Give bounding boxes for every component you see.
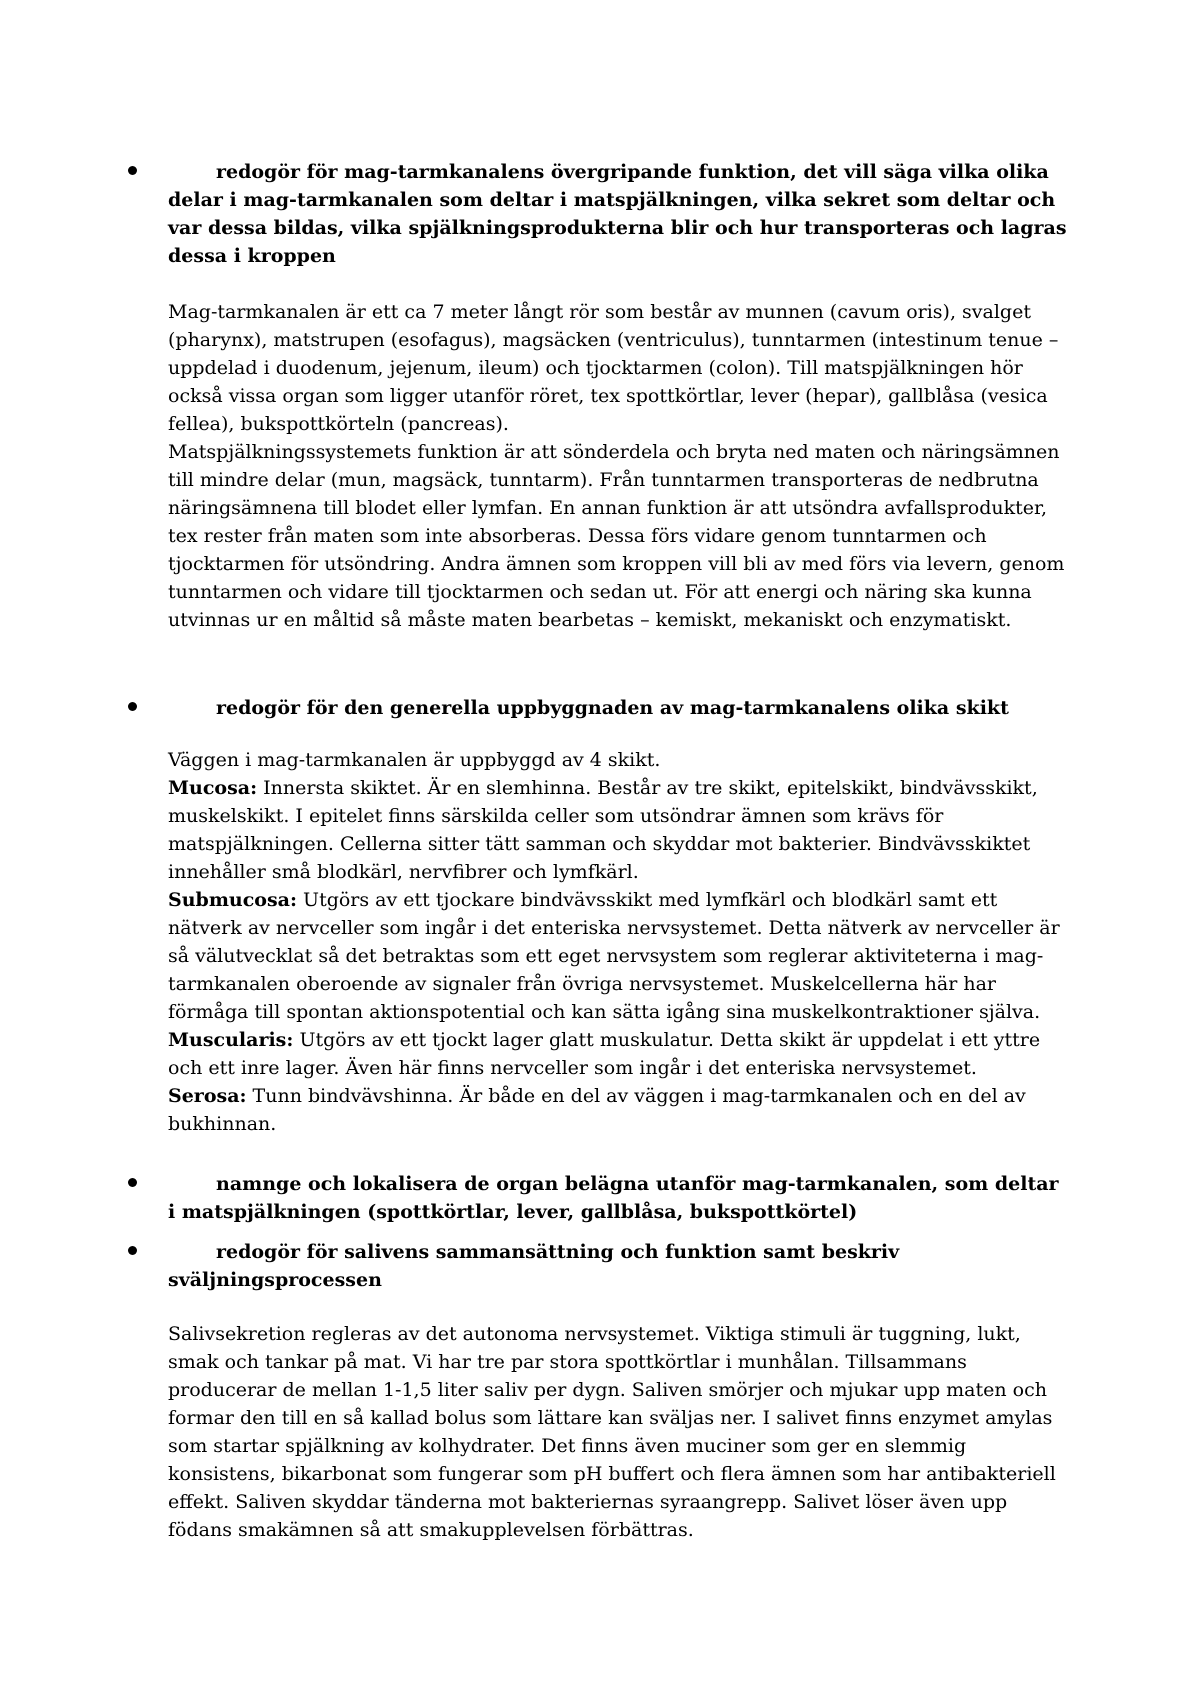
- layer-paragraph: [168, 886, 1068, 1026]
- layer-term: Muscularis:: [168, 1029, 294, 1051]
- paragraph: Salivsekretion regleras av det autonoma nervsystemet. Viktiga stimuli är tuggning, lukt, smak och tankar på mat. Vi har tre par stora spottkörtlar i munhålan. Tillsammans producerar de mellan 1-1,5 liter saliv per dygn. Saliven smörjer och mjukar upp maten och formar den till en så kallad bolus som lättare kan sväljas ner. I salivet finns enzymet amylas som startar spjälkning av kolhydrater. Det finns även muciner som ger en slemmig konsistens, bikarbonat som fungerar som pH buffert och flera ämnen som har antibakteriell effekt. Saliven skyddar tänderna mot bakteriernas syraangrepp. Salivet löser även upp födans smakämnen så att smakupplevelsen förbättras.: [168, 1323, 1056, 1541]
- paragraph: Mag-tarmkanalen är ett ca 7 meter långt rör som består av munnen (cavum oris), svalget (pharynx), matstrupen (esofagus), magsäcken (ventriculus), tunntarmen (intestinum tenue – uppdelad i duodenum, jejenum, ileum) och tjocktarmen (colon). Till matspjälkningen hör också vissa organ som ligger utanför röret, tex spottkörtlar, lever (hepar), gallblåsa (vesica fellea), bukspottkörteln (pancreas).: [168, 301, 1059, 435]
- bullet-icon: [128, 702, 137, 711]
- bullet-icon: [128, 1178, 137, 1187]
- layer-term: Submucosa:: [168, 889, 298, 911]
- section-4-heading: redogör för salivens sammansättning och funktion samt beskriv sväljningsprocessen: [168, 1241, 900, 1291]
- layer-paragraph: [168, 1026, 1068, 1082]
- layer-paragraph: [168, 774, 1068, 886]
- layer-paragraph: [168, 1082, 1068, 1138]
- section-3-heading: namnge och lokalisera de organ belägna utanför mag-tarmkanalen, som deltar i matspjälkningen (spottkörtlar, lever, gallblåsa, bukspottkörtel): [168, 1173, 1059, 1223]
- paragraph: Matspjälkningssystemets funktion är att sönderdela och bryta ned maten och näringsämnen till mindre delar (mun, magsäck, tunntarm). Från tunntarmen transporteras de nedbrutna näringsämnena till blodet eller lymfan. En annan funktion är att utsöndra avfallsprodukter, tex rester från maten som inte absorberas. Dessa förs vidare genom tunntarmen och tjocktarmen för utsöndring. Andra ämnen som kroppen vill bli av med förs via levern, genom tunntarmen och vidare till tjocktarmen och sedan ut. För att energi och näring ska kunna utvinnas ur en måltid så måste maten bearbetas – kemiskt, mekaniskt och enzymatiskt.: [168, 441, 1065, 631]
- section-1-heading: redogör för mag-tarmkanalens övergripande funktion, det vill säga vilka olika delar i mag-tarmkanalen som deltar i matspjälkningen, vilka sekret som deltar och var dessa bildas, vilka spjälkningsprodukterna blir och hur transporteras och lagras dessa i kroppen: [168, 161, 1067, 267]
- layer-term: Serosa:: [168, 1085, 247, 1107]
- section-4-body: [168, 1320, 1068, 1544]
- bullet-icon: [128, 1246, 137, 1255]
- section-2-body: [168, 746, 1068, 1138]
- layer-text: Tunn bindvävshinna. Är både en del av väggen i mag-tarmkanalen och en del av bukhinnan.: [168, 1085, 1026, 1135]
- paragraph: Väggen i mag-tarmkanalen är uppbyggd av 4 skikt.: [168, 749, 661, 771]
- bullet-icon: [128, 166, 137, 175]
- layer-text: Utgörs av ett tjockt lager glatt muskulatur. Detta skikt är uppdelat i ett yttre och ett inre lager. Även här finns nervceller som ingår i det enteriska nervsystemet.: [168, 1029, 1041, 1079]
- layer-text: Innersta skiktet. Är en slemhinna. Består av tre skikt, epitelskikt, bindvävsskikt, muskelskikt. I epitelet finns särskilda celler som utsöndrar ämnen som krävs för matspjälkningen. Cellerna sitter tätt samman och skyddar mot bakterier. Bindvävsskiktet innehåller små blodkärl, nervfibrer och lymfkärl.: [168, 777, 1038, 883]
- layer-text: Utgörs av ett tjockare bindvävsskikt med lymfkärl och blodkärl samt ett nätverk av nervceller som ingår i det enteriska nervsystemet. Detta nätverk av nervceller är så välutvecklat så det betraktas som ett eget nervsystem som reglerar aktiviteterna i mag-tarmkanalen oberoende av signaler från övriga nervsystemet. Muskelcellerna här har förmåga till spontan aktionspotential och kan sätta igång sina muskelkontraktioner själva.: [168, 889, 1060, 1023]
- section-1-body: [168, 298, 1068, 634]
- layer-term: Mucosa:: [168, 777, 258, 799]
- section-2-heading: redogör för den generella uppbyggnaden av mag-tarmkanalens olika skikt: [216, 697, 1009, 719]
